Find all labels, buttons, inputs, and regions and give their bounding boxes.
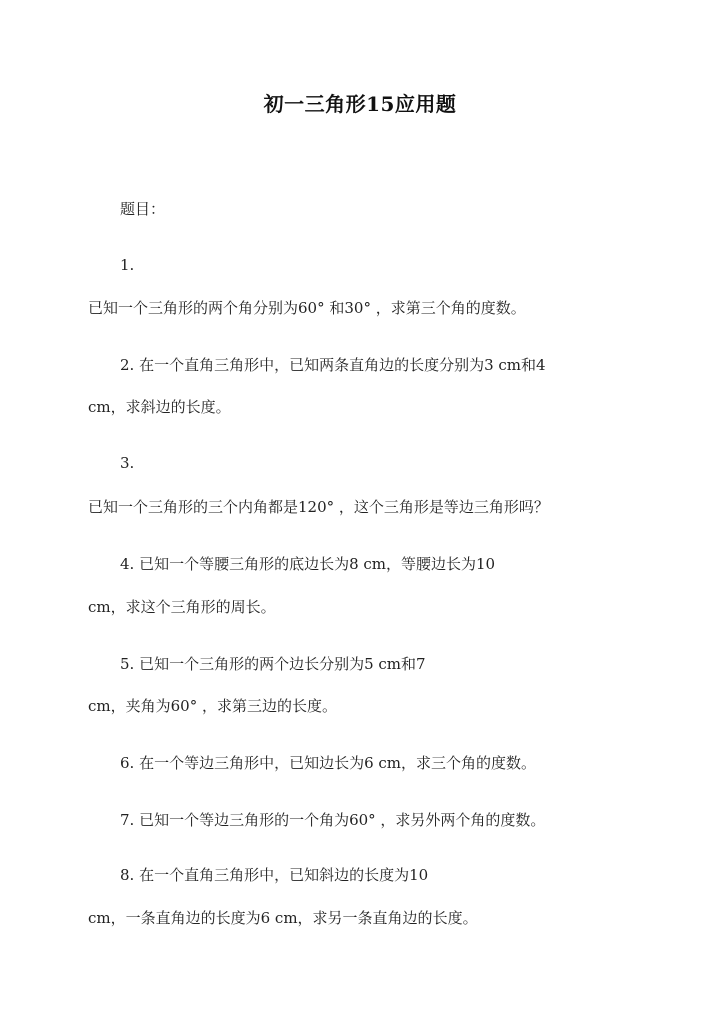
question-1-text: 已知一个三角形的两个角分别为60° 和30° ，求第三个角的度数。	[88, 299, 526, 317]
question-7-line-1: 7. 已知一个等边三角形的一个角为60° ，求另外两个角的度数。	[120, 811, 546, 829]
question-6-line-1: 6. 在一个等边三角形中，已知边长为6 cm，求三个角的度数。	[120, 754, 537, 772]
question-5-line-2: cm，夹角为60° ，求第三边的长度。	[88, 697, 337, 715]
question-4-line-2: cm，求这个三角形的周长。	[88, 598, 276, 616]
question-1-number: 1.	[120, 256, 135, 274]
question-3-number: 3.	[120, 454, 135, 472]
question-8-line-2: cm，一条直角边的长度为6 cm，求另一条直角边的长度。	[88, 909, 478, 927]
question-5-line-1: 5. 已知一个三角形的两个边长分别为5 cm和7	[120, 655, 426, 673]
document-title: 初一三角形15应用题	[263, 92, 457, 116]
section-label: 题目：	[120, 200, 166, 218]
question-2-line-2: cm，求斜边的长度。	[88, 398, 231, 416]
question-2-line-1: 2. 在一个直角三角形中，已知两条直角边的长度分别为3 cm和4	[120, 356, 546, 374]
question-4-line-1: 4. 已知一个等腰三角形的底边长为8 cm，等腰边长为10	[120, 555, 496, 573]
question-8-line-1: 8. 在一个直角三角形中，已知斜边的长度为10	[120, 866, 429, 884]
question-3-text: 已知一个三角形的三个内角都是120° ，这个三角形是等边三角形吗？	[88, 498, 549, 516]
